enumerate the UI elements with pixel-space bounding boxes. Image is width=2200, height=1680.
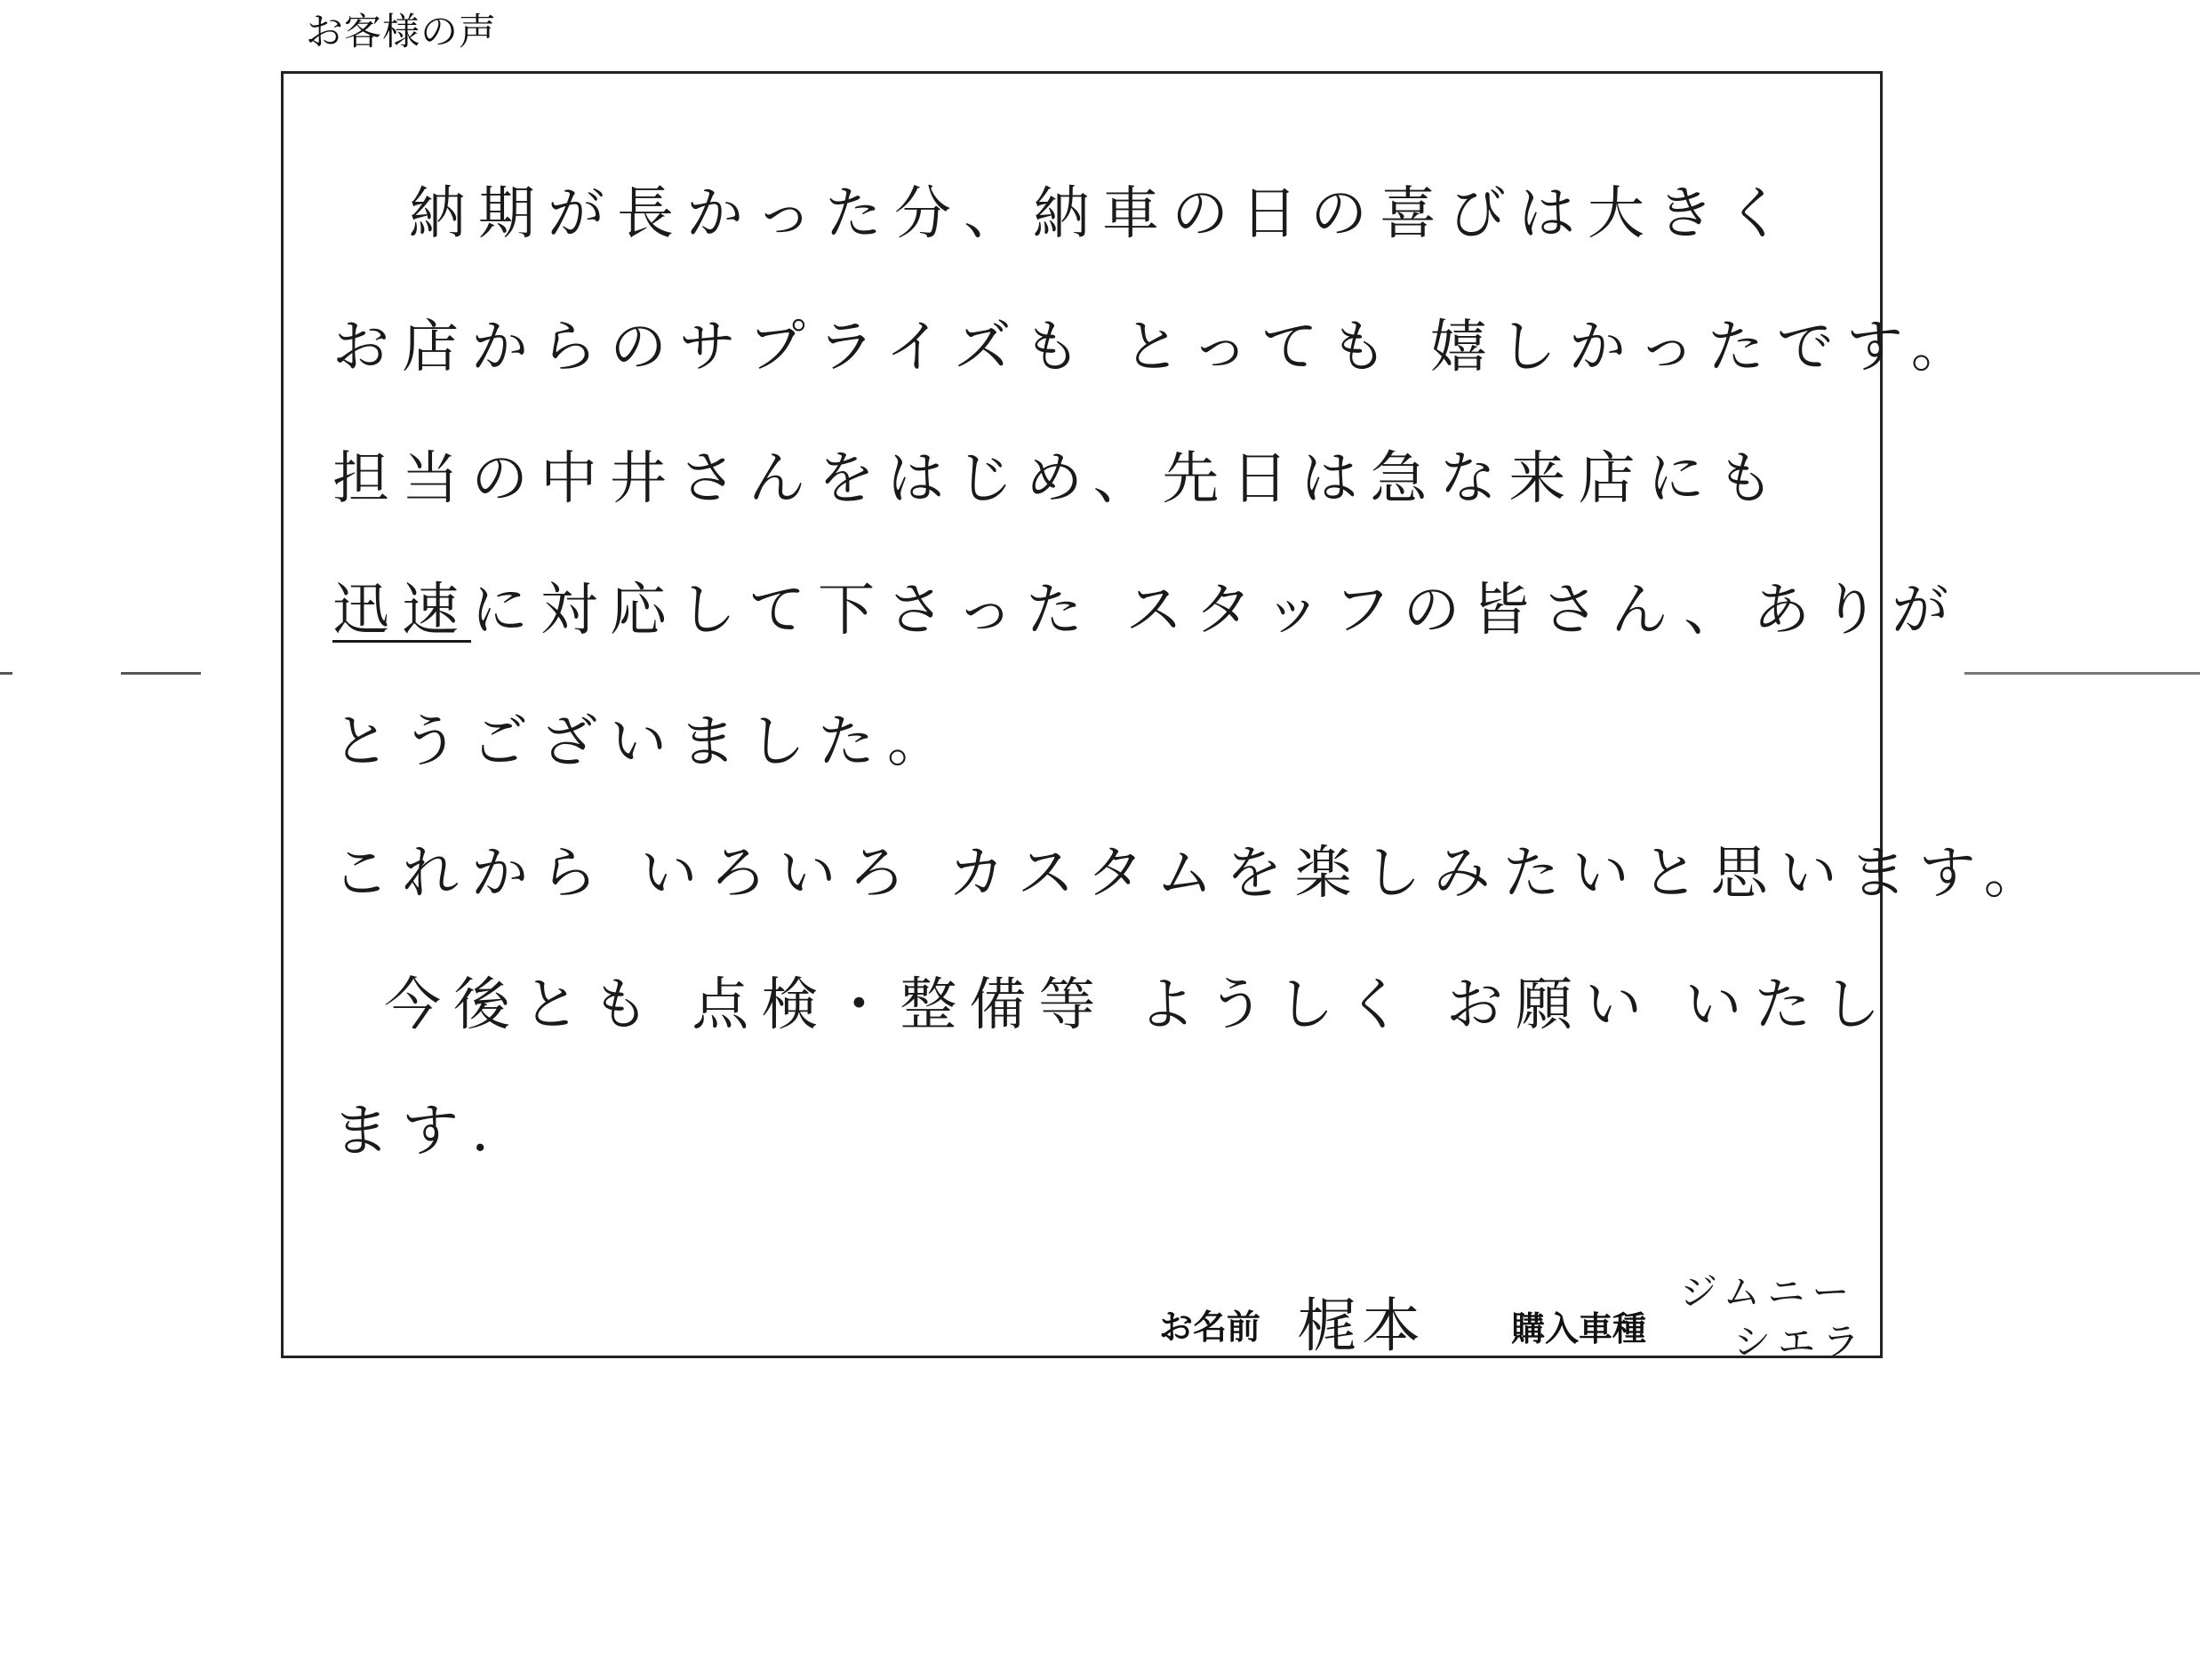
- message-line-5: とうございました。: [332, 709, 956, 775]
- message-line-7: 今後とも 点検・整備等 ようしく お願い いたし: [384, 972, 1893, 1038]
- message-line-3: 担当の中井さんをはじめ、先日は急な来店にも: [332, 446, 1787, 512]
- message-line-6: これから いろいろ カスタムを楽しみたいと思います。: [332, 841, 2053, 907]
- page-title: お客様の声: [306, 10, 498, 53]
- scan-artifact-line-left-2: [121, 672, 201, 675]
- message-line-8: ます.: [332, 1099, 502, 1164]
- scan-artifact-line-right: [1964, 672, 2200, 675]
- vehicle-value-line1: ジムニー: [1680, 1270, 1857, 1314]
- message-line-2: お店からのサプライズも とっても 嬉しかったです。: [332, 315, 1980, 380]
- vehicle-value-line2: シエラ: [1733, 1320, 1868, 1364]
- message-line-1: 納期が長かった分、納車の日の喜びは大きく: [409, 181, 1796, 247]
- message-line-4: [332, 571, 1961, 651]
- message-line-4-text: に対応して下さった スタッフの皆さん、ありが: [471, 578, 1962, 644]
- underlined-word: 迅速: [332, 578, 471, 644]
- scan-artifact-line-left: [0, 672, 12, 675]
- vehicle-label: 購入車種: [1511, 1309, 1647, 1348]
- name-value: 梶本: [1298, 1292, 1426, 1360]
- name-label: お名前: [1159, 1308, 1261, 1347]
